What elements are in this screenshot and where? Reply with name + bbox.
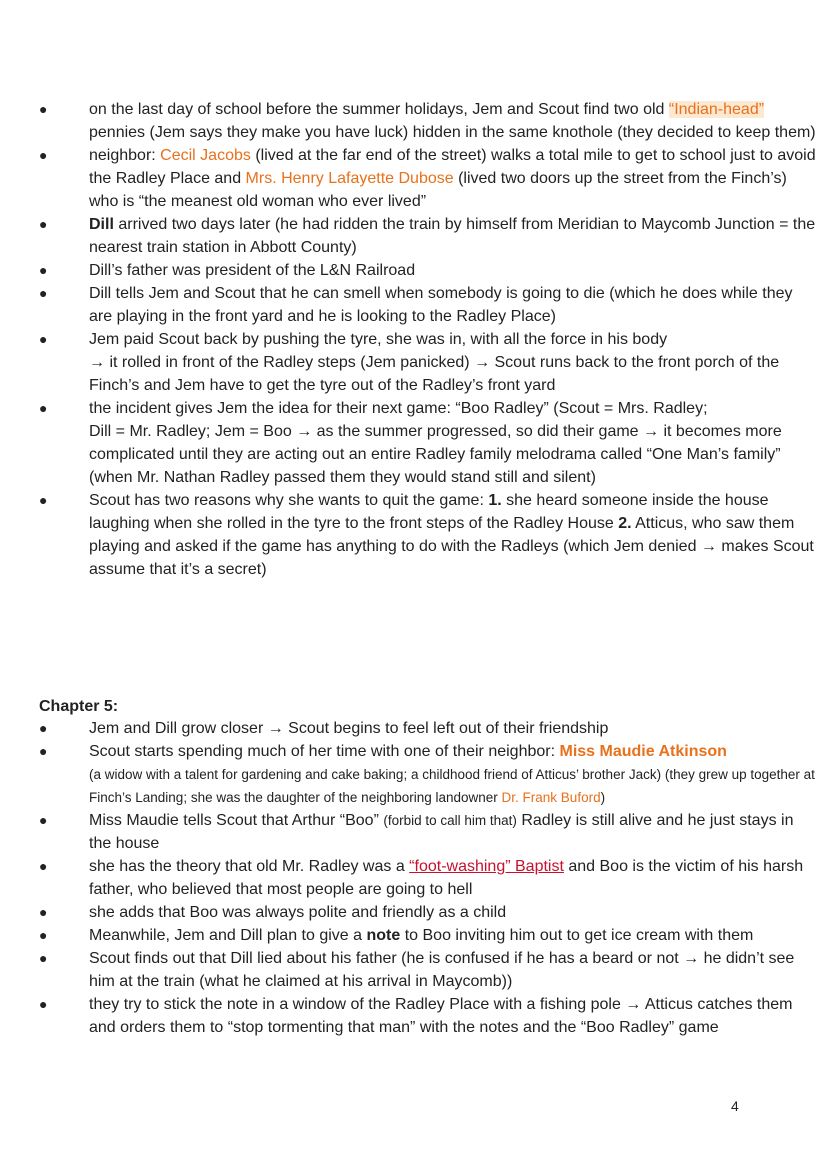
bullet-icon: ● xyxy=(39,904,48,920)
character-name: Dill xyxy=(89,216,114,233)
list-item: ● Jem and Dill grow closer → Scout begins to feel left out of their friendship xyxy=(0,717,828,740)
reason-number: 2. xyxy=(618,515,632,532)
list-item: ● Scout starts spending much of her time with one of their neighbor: Miss Maudie Atkinson (a widow with a talent for gardening and cake baking; a childhood friend of Atticus’ brother Jack) (they grew up together at Finch’s Landing; she was the daughter of the neighboring landowner Dr. Frank Buford) xyxy=(0,740,828,809)
list-item: ● Meanwhile, Jem and Dill plan to give a note to Boo inviting him out to get ice cream with them xyxy=(0,924,828,947)
bullet-icon: ● xyxy=(39,101,48,117)
bullet-icon: ● xyxy=(39,147,48,163)
list-item: ● Jem paid Scout back by pushing the tyre, she was in, with all the force in his body → it rolled in front of the Radley steps (Jem panicked) → Scout runs back to the front porch of the Finch’s and Jem have to get the tyre out of the Radley’s front yard xyxy=(0,328,828,397)
list-item: ● Miss Maudie tells Scout that Arthur “Boo” (forbid to call him that) Radley is still alive and he just stays in the house xyxy=(0,809,828,855)
list-item: ● on the last day of school before the summer holidays, Jem and Scout find two old “Indian-head” pennies (Jem says they make you have luck) hidden in the same knothole (they decided to keep them) xyxy=(0,98,828,144)
bullet-icon: ● xyxy=(39,331,48,347)
bullet-icon: ● xyxy=(39,743,48,759)
list-item: ● the incident gives Jem the idea for their next game: “Boo Radley” (Scout = Mrs. Radley; Dill = Mr. Radley; Jem = Boo → as the summer progressed, so did their game → it becomes more complicated until they are acting out an entire Radley family melodrama called “One Man’s family” (when Mr. Nathan Radley passed them they would stand still and silent) xyxy=(0,397,828,489)
bullet-icon: ● xyxy=(39,492,48,508)
chapter-5-notes-list xyxy=(0,717,828,1039)
character-name: Dr. Frank Buford xyxy=(501,790,601,805)
list-item: ● Dill’s father was president of the L&N Railroad xyxy=(0,259,828,282)
character-name: Miss Maudie Atkinson xyxy=(559,743,727,760)
highlighted-term: “Indian-head” xyxy=(668,101,765,118)
list-item: ● she has the theory that old Mr. Radley was a “foot-washing” Baptist and Boo is the victim of his harsh father, who believed that most people are going to hell xyxy=(0,855,828,901)
reason-number: 1. xyxy=(488,492,502,509)
bullet-icon: ● xyxy=(39,400,48,416)
list-item: ● she adds that Boo was always polite and friendly as a child xyxy=(0,901,828,924)
character-name: Cecil Jacobs xyxy=(160,147,251,164)
foot-washing-baptist-link[interactable]: “foot-washing” Baptist xyxy=(409,858,564,875)
bullet-icon: ● xyxy=(39,927,48,943)
bullet-icon: ● xyxy=(39,950,48,966)
list-item: ● they try to stick the note in a window of the Radley Place with a fishing pole → Atticus catches them and orders them to “stop tormenting that man” with the notes and the “Boo Radley” game xyxy=(0,993,828,1039)
chapter-heading: Chapter 5: xyxy=(39,698,119,715)
keyword: note xyxy=(366,927,401,944)
bullet-icon: ● xyxy=(39,720,48,736)
list-item: ● Dill arrived two days later (he had ridden the train by himself from Meridian to Maycomb Junction = the nearest train station in Abbott County) xyxy=(0,213,828,259)
bullet-icon: ● xyxy=(39,262,48,278)
list-item: ● neighbor: Cecil Jacobs (lived at the far end of the street) walks a total mile to get to school just to avoid the Radley Place and Mrs. Henry Lafayette Dubose (lived two doors up the street from the Finch’s) who is “the meanest old woman who ever lived” xyxy=(0,144,828,213)
bullet-icon: ● xyxy=(39,858,48,874)
aside-note: (forbid to call him that) xyxy=(383,813,517,828)
chapter-4-notes-list xyxy=(0,98,828,581)
list-item: ● Scout finds out that Dill lied about his father (he is confused if he has a beard or not → he didn’t see him at the train (what he claimed at his arrival in Maycomb)) xyxy=(0,947,828,993)
character-name: Mrs. Henry Lafayette Dubose xyxy=(245,170,454,187)
bullet-icon: ● xyxy=(39,996,48,1012)
bullet-icon: ● xyxy=(39,285,48,301)
list-item: ● Scout has two reasons why she wants to quit the game: 1. she heard someone inside the house laughing when she rolled in the tyre to the front steps of the Radley House 2. Atticus, who saw them playing and asked if the game has anything to do with the Radleys (which Jem denied → makes Scout assume that it’s a secret) xyxy=(0,489,828,581)
list-item: ● Dill tells Jem and Scout that he can smell when somebody is going to die (which he does while they are playing in the front yard and he is looking to the Radley Place) xyxy=(0,282,828,328)
bullet-icon: ● xyxy=(39,216,48,232)
bullet-icon: ● xyxy=(39,812,48,828)
page-number: 4 xyxy=(731,1098,739,1114)
